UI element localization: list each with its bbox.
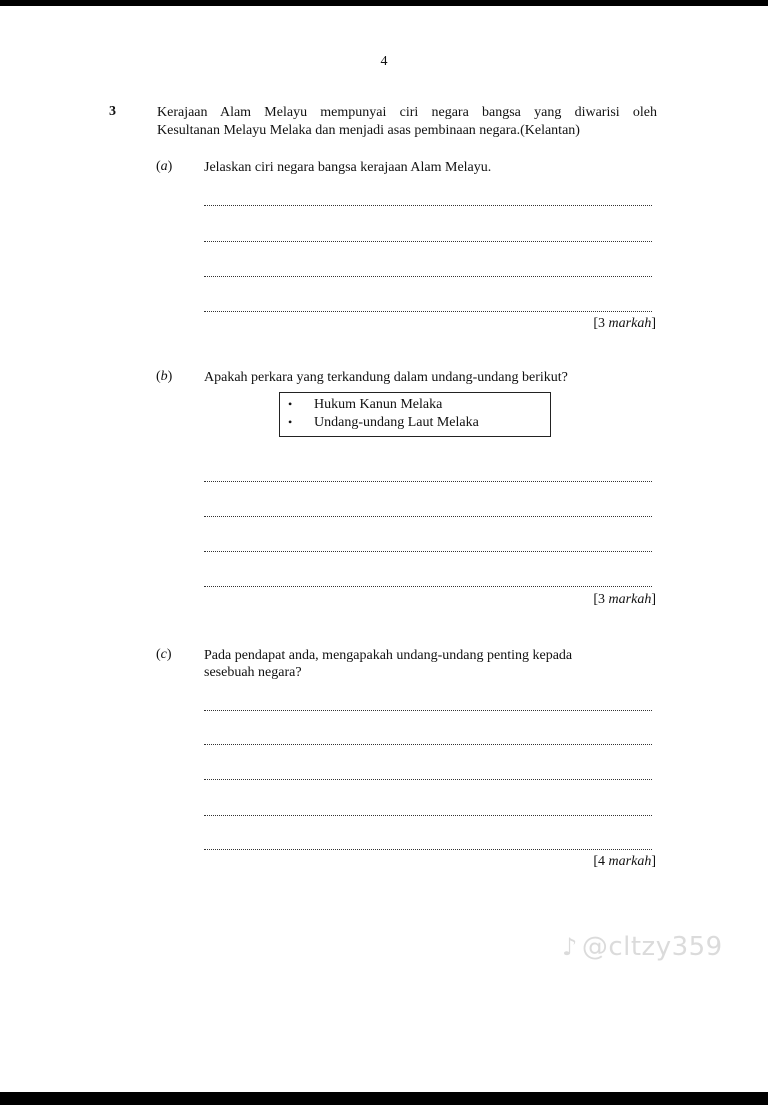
answer-line[interactable] [204, 551, 652, 552]
part-a-marks: [3 markah] [593, 316, 656, 331]
answer-line[interactable] [204, 205, 652, 206]
part-b-question: Apakah perkara yang terkandung dalam undang-undang berikut? [204, 370, 568, 385]
bullet-icon: • [288, 415, 293, 429]
page-number: 4 [380, 54, 388, 69]
part-c-marks: [4 markah] [593, 854, 656, 869]
answer-line[interactable] [204, 481, 652, 482]
answer-line[interactable] [204, 849, 652, 850]
exam-page [0, 6, 768, 1092]
part-b-marks: [3 markah] [593, 592, 656, 607]
part-b-label: (b) [156, 369, 173, 384]
part-a-label: (a) [156, 159, 173, 174]
answer-line[interactable] [204, 516, 652, 517]
bullet-icon: • [288, 397, 293, 411]
tiktok-watermark [562, 932, 723, 962]
part-c-question [204, 647, 644, 681]
answer-line[interactable] [204, 744, 652, 745]
part-c-question-line-2: sesebuah negara? [204, 665, 302, 680]
tiktok-icon: ♪ [562, 933, 578, 961]
question-number: 3 [109, 104, 116, 119]
bottom-bar [0, 1092, 768, 1105]
answer-line[interactable] [204, 276, 652, 277]
part-a-question: Jelaskan ciri negara bangsa kerajaan Alam Melayu. [204, 160, 492, 175]
question-stem-line-1: Kerajaan Alam Melayu mempunyai ciri negara bangsa yang diwarisi oleh [157, 105, 657, 120]
answer-line[interactable] [204, 311, 652, 312]
part-c-label: (c) [156, 647, 172, 662]
part-c-question-line-1: Pada pendapat anda, mengapakah undang-undang penting kepada [204, 648, 573, 663]
law-list-box [279, 392, 551, 437]
answer-line[interactable] [204, 779, 652, 780]
answer-line[interactable] [204, 815, 652, 816]
answer-line[interactable] [204, 710, 652, 711]
answer-line[interactable] [204, 586, 652, 587]
law-name: Hukum Kanun Melaka [314, 397, 443, 412]
question-stem [157, 104, 657, 140]
question-stem-line-2: Kesultanan Melayu Melaka dan menjadi asas pembinaan negara.(Kelantan) [157, 123, 580, 138]
answer-line[interactable] [204, 241, 652, 242]
law-name: Undang-undang Laut Melaka [314, 415, 479, 430]
watermark-handle: @cltzy359 [581, 932, 723, 962]
